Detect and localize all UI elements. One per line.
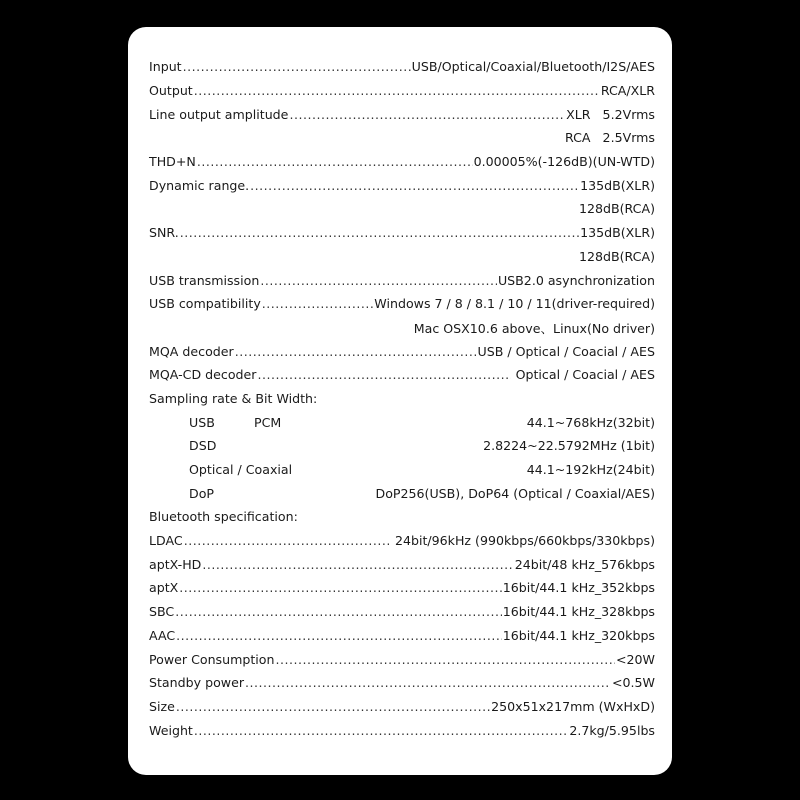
spec-label: Size (149, 698, 175, 714)
spec-label: Dynamic range. (149, 177, 250, 193)
spec-row-usb-transmission (149, 268, 655, 292)
spec-value: XLR 5.2Vrms (566, 106, 655, 122)
spec-row-snr-cont (149, 245, 655, 269)
spec-row-usb-compat-cont (149, 316, 655, 340)
spec-value: 135dB(XLR) (580, 177, 655, 193)
spec-value: USB2.0 asynchronization (497, 272, 655, 288)
spec-value: Mac OSX10.6 above、Linux(No driver) (413, 320, 655, 336)
spec-label: MQA decoder (149, 343, 234, 359)
spec-label: Standby power (149, 675, 245, 691)
spec-label: Line output amplitude (149, 106, 289, 122)
spec-row-sbc (149, 600, 655, 624)
section-heading: Bluetooth specification: (149, 509, 298, 525)
spec-row-mqa (149, 339, 655, 363)
dot-leader (250, 178, 579, 193)
dot-leader (289, 107, 565, 122)
spec-row-line-output-cont (149, 126, 655, 150)
sampling-row-optical (149, 458, 655, 482)
spec-label: USB transmission (149, 272, 260, 288)
spec-value: 128dB(RCA) (578, 201, 655, 217)
spec-value: 24bit/48 kHz_576kbps (514, 556, 655, 572)
spec-value: USB / Optical / Coacial / AES (477, 343, 655, 359)
spec-row-output (149, 79, 655, 103)
spec-row-snr (149, 221, 655, 245)
dot-leader (194, 83, 600, 98)
spec-label: SBC (149, 604, 175, 620)
dot-leader (245, 675, 611, 690)
spec-row-thd (149, 150, 655, 174)
spec-label: Output (149, 83, 193, 99)
spec-label: Power Consumption (149, 651, 275, 667)
sampling-sublabel: PCM (254, 414, 282, 430)
sampling-heading (149, 387, 655, 411)
spec-value: 24bit/96kHz (990kbps/660kbps/330kbps) (390, 533, 655, 549)
spec-label: THD+N (149, 154, 196, 170)
sampling-value: DoP256(USB), DoP64 (Optical / Coaxial/AES) (375, 485, 655, 501)
spec-label: AAC (149, 627, 176, 643)
dot-leader (202, 557, 513, 572)
spec-row-power (149, 647, 655, 671)
dot-leader (276, 652, 615, 667)
spec-row-mqa-cd (149, 363, 655, 387)
dot-leader (194, 723, 568, 738)
spec-row-usb-compat (149, 292, 655, 316)
bluetooth-heading (149, 505, 655, 529)
spec-label: aptX-HD (149, 556, 202, 572)
spec-value: 250x51x217mm (WxHxD) (491, 698, 655, 714)
sampling-label: Optical / Coaxial (189, 462, 293, 478)
spec-row-dynamic-range-cont (149, 197, 655, 221)
sampling-label: DoP (189, 485, 214, 501)
spec-row-aptx (149, 576, 655, 600)
spec-value: 135dB(XLR) (580, 225, 655, 241)
spec-label: SNR. (149, 225, 179, 241)
spec-value: Optical / Coacial / AES (511, 367, 655, 383)
dot-leader (179, 580, 501, 595)
spec-value: 128dB(RCA) (578, 248, 655, 264)
spec-row-input (149, 55, 655, 79)
dot-leader (175, 604, 501, 619)
dot-leader (176, 699, 490, 714)
spec-row-aac (149, 624, 655, 648)
sampling-label: DSD (189, 438, 217, 454)
spec-row-size (149, 695, 655, 719)
spec-row-ldac (149, 529, 655, 553)
dot-leader (257, 367, 510, 382)
sampling-label: USB (189, 414, 215, 430)
dot-leader (180, 225, 579, 240)
dot-leader (183, 59, 411, 74)
dot-leader (262, 296, 374, 311)
spec-row-standby (149, 671, 655, 695)
dot-leader (260, 273, 497, 288)
spec-value: 16bit/44.1 kHz_352kbps (502, 580, 655, 596)
spec-value: 16bit/44.1 kHz_328kbps (502, 604, 655, 620)
sampling-row-dsd (149, 434, 655, 458)
spec-label: LDAC (149, 533, 183, 549)
sampling-row-dop (149, 481, 655, 505)
sampling-row-usb (149, 410, 655, 434)
spec-value: USB/Optical/Coaxial/Bluetooth/I2S/AES (411, 59, 655, 75)
spec-value: RCA 2.5Vrms (565, 130, 655, 146)
spec-row-aptx-hd (149, 552, 655, 576)
sampling-value: 2.8224~22.5792MHz (1bit) (483, 438, 655, 454)
spec-label: aptX (149, 580, 179, 596)
dot-leader (235, 344, 477, 359)
spec-label: Weight (149, 722, 193, 738)
dot-leader (176, 628, 502, 643)
spec-card (128, 27, 672, 775)
spec-label: USB compatibility (149, 296, 261, 312)
spec-value: <0.5W (611, 675, 655, 691)
spec-label: MQA-CD decoder (149, 367, 257, 383)
dot-leader (184, 533, 390, 548)
spec-value: 16bit/44.1 kHz_320kbps (502, 627, 655, 643)
spec-value: <20W (615, 651, 655, 667)
spec-value: 0.00005%(-126dB)(UN-WTD) (473, 154, 655, 170)
spec-row-weight (149, 718, 655, 742)
dot-leader (197, 154, 473, 169)
sampling-value: 44.1~768kHz(32bit) (526, 414, 655, 430)
section-heading: Sampling rate & Bit Width: (149, 390, 318, 406)
spec-row-dynamic-range (149, 173, 655, 197)
spec-label: Input (149, 59, 182, 75)
spec-value: Windows 7 / 8 / 8.1 / 10 / 11(driver-required) (374, 296, 655, 312)
spec-value: 2.7kg/5.95lbs (569, 722, 655, 738)
spec-value: RCA/XLR (600, 83, 655, 99)
sampling-value: 44.1~192kHz(24bit) (526, 462, 655, 478)
spec-row-line-output (149, 102, 655, 126)
